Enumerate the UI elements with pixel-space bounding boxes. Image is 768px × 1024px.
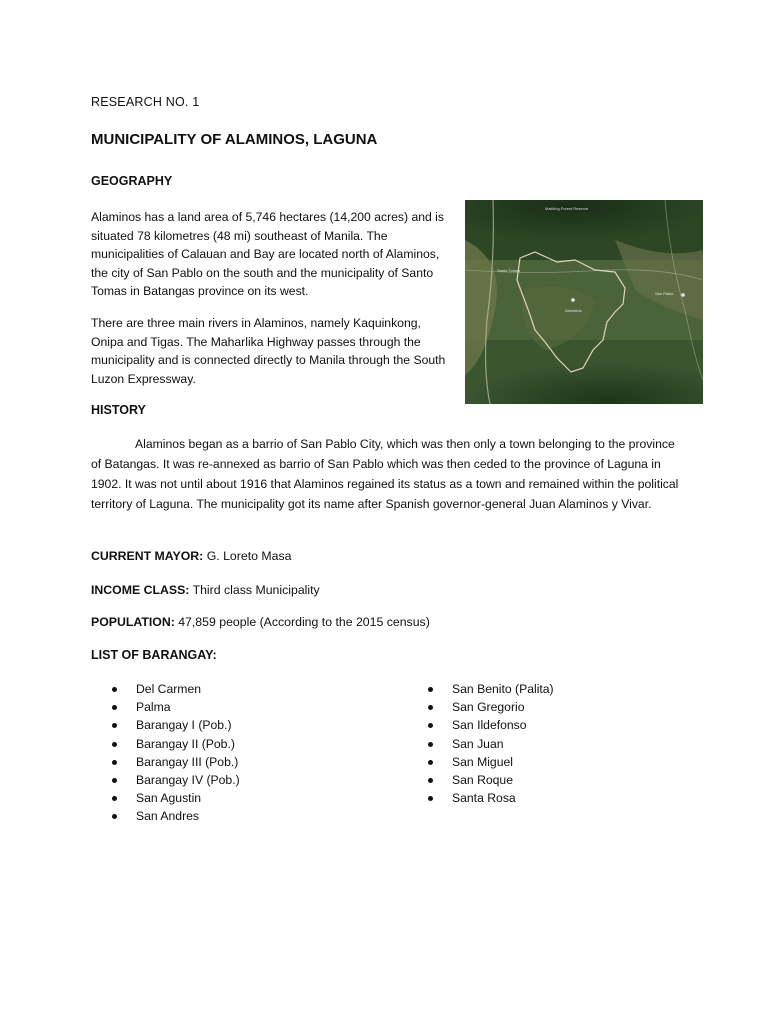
list-item: Barangay I (Pob.)	[112, 716, 240, 734]
history-paragraph: Alaminos began as a barrio of San Pablo City, which was then only a town belonging to the province of Batangas. It was re-annexed as barrio of San Pablo which was then ceded to the province of Laguna in 1902. It was not until about 1916 that Alaminos regained its status as a town and remained within the political territory of Laguna. The municipality got its name after Spanish governor-general Juan Alaminos y Vivar.	[91, 437, 679, 511]
research-number: RESEARCH NO. 1	[91, 95, 200, 109]
current-mayor-line	[91, 549, 291, 563]
barangay-list-column-2	[428, 680, 554, 807]
geography-heading: GEOGRAPHY	[91, 174, 173, 188]
barangay-list-column-1	[112, 680, 240, 826]
mayor-value: G. Loreto Masa	[203, 549, 292, 563]
list-item: Santa Rosa	[428, 789, 554, 807]
list-item: San Andres	[112, 807, 240, 825]
history-heading: HISTORY	[91, 403, 146, 417]
income-class-line	[91, 583, 320, 597]
mayor-label: CURRENT MAYOR:	[91, 549, 204, 563]
map-label-san-pablo: San Pablo	[655, 291, 674, 296]
population-value: 47,859 people (According to the 2015 census)	[174, 615, 430, 629]
list-item: Barangay II (Pob.)	[112, 735, 240, 753]
map-forest-south	[465, 340, 703, 404]
list-item: San Ildefonso	[428, 716, 554, 734]
map-label-alaminos: Alaminos	[565, 308, 582, 313]
list-item: Barangay III (Pob.)	[112, 753, 240, 771]
income-label: INCOME CLASS:	[91, 583, 190, 597]
satellite-map-image	[465, 200, 703, 404]
map-marker	[681, 293, 685, 297]
geography-paragraph-2: There are three main rivers in Alaminos, namely Kaquinkong, Onipa and Tigas. The Maharlika Highway passes through the municipality and is connected directly to Manila through the South Luzon Expressway.	[91, 316, 446, 386]
map-label-santo-tomas: Santo Tomas	[497, 268, 521, 273]
geography-paragraph-1: Alaminos has a land area of 5,746 hectares (14,200 acres) and is situated 78 kilometres (48 mi) southeast of Manila. The municipalities of Calauan and Bay are located north of Alaminos, the city of San Pablo on the south and the municipality of Santo Tomas in Batangas province on its west.	[91, 210, 444, 298]
list-item: Del Carmen	[112, 680, 240, 698]
list-item: San Gregorio	[428, 698, 554, 716]
list-item: Palma	[112, 698, 240, 716]
list-item: San Benito (Palita)	[428, 680, 554, 698]
list-item: San Roque	[428, 771, 554, 789]
map-marker	[571, 298, 575, 302]
list-item: San Juan	[428, 735, 554, 753]
map-label-forest-reserve: Makiling Forest Reserve	[545, 206, 589, 211]
list-item: San Miguel	[428, 753, 554, 771]
barangay-list-heading: LIST OF BARANGAY:	[91, 648, 217, 662]
income-value: Third class Municipality	[189, 583, 320, 597]
document-title: MUNICIPALITY OF ALAMINOS, LAGUNA	[91, 131, 378, 148]
list-item: Barangay IV (Pob.)	[112, 771, 240, 789]
population-line	[91, 615, 430, 629]
population-label: POPULATION:	[91, 615, 175, 629]
list-item: San Agustin	[112, 789, 240, 807]
